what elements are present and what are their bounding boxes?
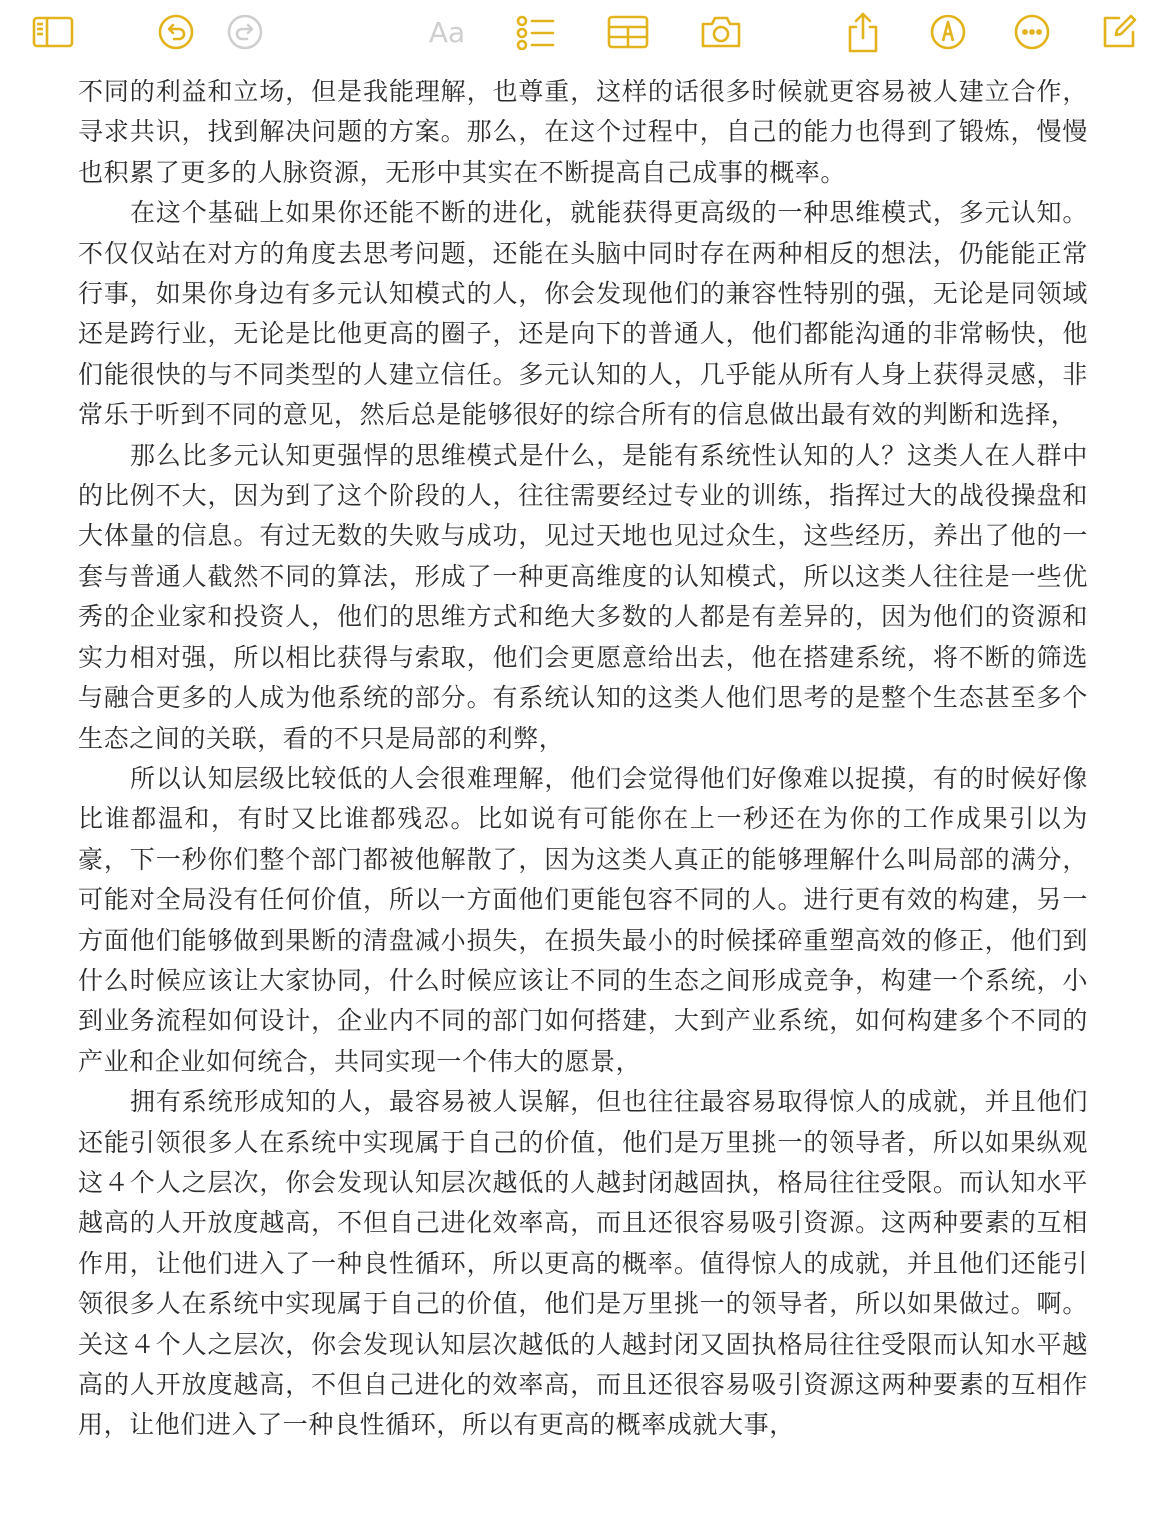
note-paragraph-2: 在这个基础上如果你还能不断的进化，就能获得更高级的一种思维模式，多元认知。不仅仅站在对方的角度去思考问题，还能在头脑中同时存在两种相反的想法，仍能能正常行事，如果你身边有多元认知模式的人，你会发现他们的兼容性特别的强，无论是同领域还是跨行业，无论是比他更高的圈子，还是向下的普通人，他们都能沟通的非常畅快，他们能很快的与不同类型的人建立信任。多元认知的人，几乎能从所有人身上获得灵感，非常乐于听到不同的意见，然后总是能够很好的综合所有的信息做出最有效的判断和选择， bbox=[78, 198, 1088, 430]
share-icon[interactable] bbox=[841, 12, 885, 52]
table-icon[interactable] bbox=[606, 12, 650, 52]
markup-pen-icon[interactable] bbox=[926, 12, 970, 52]
more-icon[interactable] bbox=[1010, 12, 1054, 52]
note-paragraph-4: 所以认知层级比较低的人会很难理解，他们会觉得他们好像难以捉摸，有的时候好像比谁都温和，有时又比谁都残忍。比如说有可能你在上一秒还在为你的工作成果引以为豪，下一秒你们整个部门都被他解散了，因为这类人真正的能够理解什么叫局部的满分，可能对全局没有任何价值，所以一方面他们更能包容不同的人。进行更有效的构建，另一方面他们能够做到果断的清盘减小损失，在损失最小的时候揉碎重塑高效的修正，他们到什么时候应该让大家协同，什么时候应该让不同的生态之间形成竞争，构建一个系统，小到业务流程如何设计，企业内不同的部门如何搭建，大到产业系统，如何构建多个不同的产业和企业如何统合，共同实现一个伟大的愿景， bbox=[78, 763, 1088, 1076]
note-paragraph-3: 那么比多元认知更强悍的思维模式是什么，是能有系统性认知的人？这类人在人群中的比例不大，因为到了这个阶段的人，往往需要经过专业的训练，指挥过大的战役操盘和大体量的信息。有过无数的失败与成功，见过天地也见过众生，这些经历，养出了他的一套与普通人截然不同的算法，形成了一种更高维度的认知模式，所以这类人往往是一些优秀的企业家和投资人，他们的思维方式和绝大多数的人都是有差异的，因为他们的资源和实力相对强，所以相比获得与索取，他们会更愿意给出去，他在搭建系统，将不断的筛选与融合更多的人成为他系统的部分。有系统认知的这类人他们思考的是整个生态甚至多个生态之间的关联，看的不只是局部的利弊， bbox=[78, 440, 1088, 753]
undo-icon[interactable] bbox=[154, 12, 198, 52]
camera-icon[interactable] bbox=[699, 12, 743, 52]
notes-toolbar bbox=[0, 0, 1170, 70]
note-body[interactable] bbox=[78, 72, 1088, 1446]
redo-icon[interactable] bbox=[223, 12, 267, 52]
format-icon[interactable]: Aa bbox=[428, 15, 466, 49]
checklist-icon[interactable] bbox=[514, 12, 558, 52]
note-paragraph-1: 不同的利益和立场，但是我能理解，也尊重，这样的话很多时候就更容易被人建立合作，寻求共识，找到解决问题的方案。那么，在这个过程中，自己的能力也得到了锻炼，慢慢也积累了更多的人脉资源，无形中其实在不断提高自己成事的概率。 bbox=[78, 77, 1088, 187]
sidebar-icon[interactable] bbox=[31, 12, 75, 52]
note-paragraph-5: 拥有系统形成知的人，最容易被人误解，但也往往最容易取得惊人的成就，并且他们还能引领很多人在系统中实现属于自己的价值，他们是万里挑一的领导者，所以如果纵观这４个人之层次，你会发现认知层次越低的人越封闭越固执，格局往往受限。而认知水平越高的人开放度越高，不但自己进化效率高，而且还很容易吸引资源。这两种要素的互相作用，让他们进入了一种良性循环，所以更高的概率。值得惊人的成就，并且他们还能引领很多人在系统中实现属于自己的价值，他们是万里挑一的领导者，所以如果做过。啊。关这４个人之层次，你会发现认知层次越低的人越封闭又固执格局往往受限而认知水平越高的人开放度越高，不但自己进化的效率高，而且还很容易吸引资源这两种要素的互相作用，让他们进入了一种良性循环，所以有更高的概率成就大事， bbox=[78, 1087, 1088, 1440]
compose-icon[interactable] bbox=[1097, 12, 1141, 52]
